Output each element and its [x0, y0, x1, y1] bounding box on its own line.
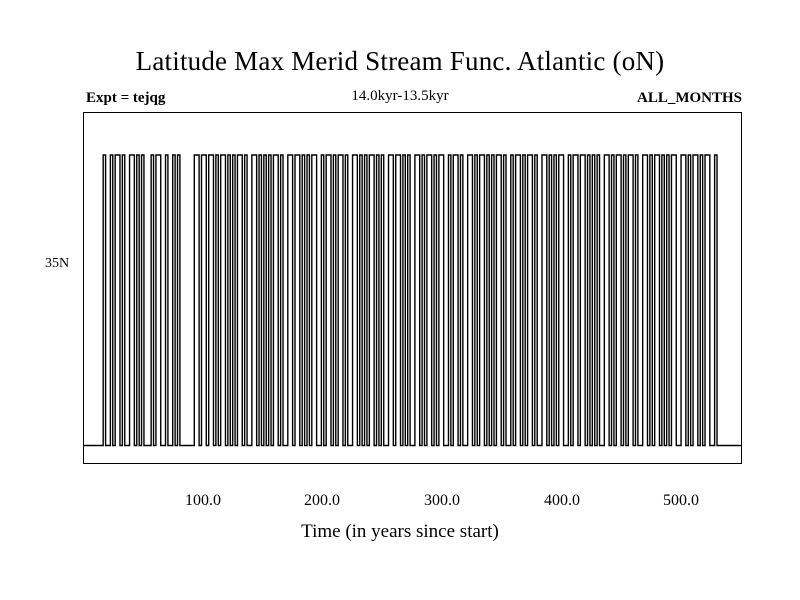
- x-axis-tick-label: 100.0: [185, 492, 221, 509]
- x-axis-tick-label: 200.0: [304, 492, 340, 509]
- page-title: Latitude Max Merid Stream Func. Atlantic (oN): [135, 46, 665, 76]
- experiment-label: Expt = tejqg: [86, 90, 166, 106]
- series-plot: [84, 113, 741, 463]
- y-axis-tick-label: 35N: [45, 256, 70, 271]
- plot-area: [83, 112, 742, 464]
- period-label: 14.0kyr-13.5kyr: [351, 88, 449, 104]
- x-axis-tick-label: 300.0: [424, 492, 460, 509]
- months-label: ALL_MONTHS: [636, 90, 742, 106]
- x-axis-tick-label: 400.0: [544, 492, 580, 509]
- x-axis-title: Time (in years since start): [301, 521, 499, 542]
- x-axis-tick-label: 500.0: [663, 492, 699, 509]
- data-series-line: [84, 155, 741, 446]
